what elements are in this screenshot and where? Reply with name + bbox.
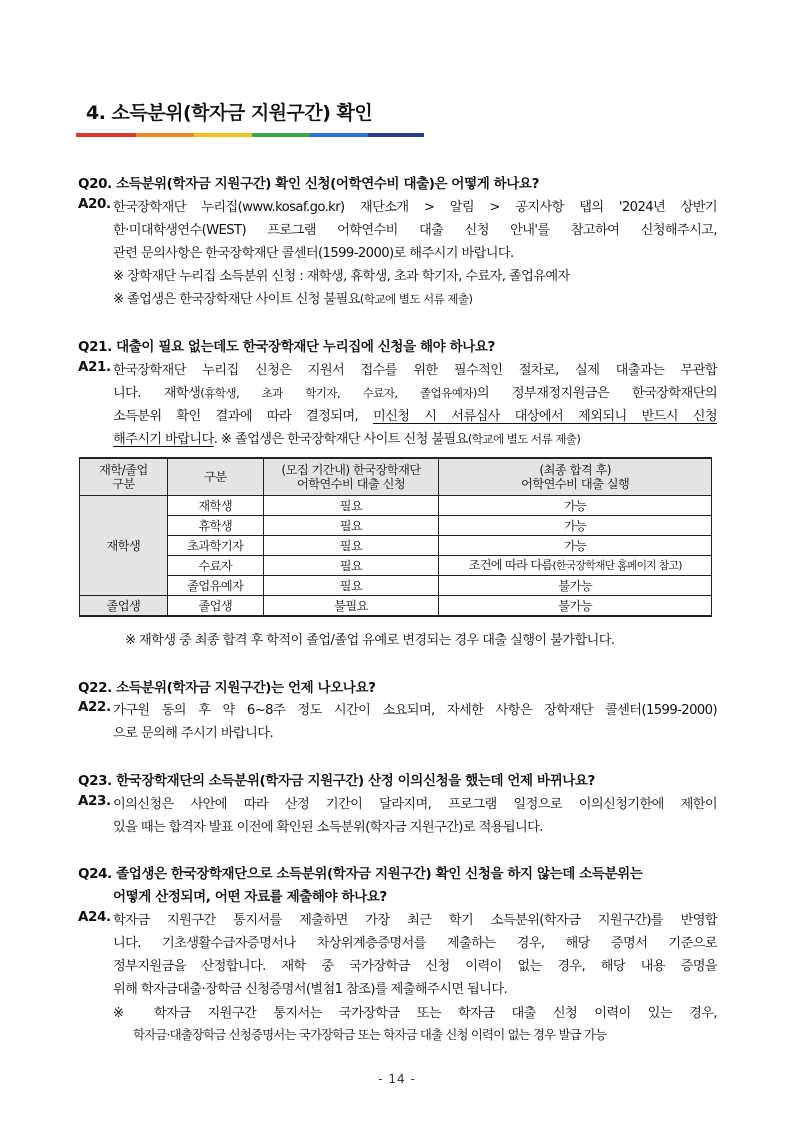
header-cell [439, 458, 712, 496]
underlined-text: 미신청 시 서류심사 대상에서 제외되니 반드시 신청 [372, 409, 717, 424]
answer-line: 이의신청은 사안에 따라 산정 기간이 달라지며, 프로그램 일정으로 이의신청기한에 제한이 [113, 797, 717, 812]
answer-line: 관련 문의사항은 한국장학재단 콜센터(1599-2000)로 해주시기 바랍니다. [113, 246, 514, 261]
color-bar-segment [136, 133, 194, 137]
table-cell: 필요 [263, 496, 439, 516]
answer-line: 학자금 지원구간 통지서를 제출하면 가장 최근 학기 소득분위(학자금 지원구간)를 반영합 [113, 913, 717, 928]
question-text: 졸업생은 한국장학재단으로 소득분위(학자금 지원구간) 확인 신청을 하지 않는데 소득분위는 [116, 866, 643, 882]
answer-line: 정부지원금을 산정합니다. 재학 중 국가장학금 신청 이력이 없는 경우, 해당 내용 증명을 [113, 959, 717, 974]
answer-text: 의 정부재정지원금은 한국장학재단의 [476, 386, 717, 401]
answer-line: 으로 문의해 주시기 바랍니다. [113, 726, 274, 741]
question-text-continued: 어떻게 산정되며, 어떤 자료를 제출해야 하나요? [113, 889, 387, 905]
table-cell: 필요 [263, 536, 439, 556]
question-20 [78, 172, 539, 192]
table-cell: 졸업유예자 [167, 576, 263, 596]
answer-line: 한·미대학생연수(WEST) 프로그램 어학연수비 대출 신청 안내'를 참고하여 신청해주시고, [113, 223, 717, 238]
question-text: 소득분위(학자금 지원구간) 확인 신청(어학연수비 대출)은 어떻게 하나요? [116, 176, 540, 192]
answer-text: . ※ 졸업생은 한국장학재단 사이트 신청 불필요 [213, 432, 468, 447]
table-row [80, 516, 712, 536]
color-bar-segment [252, 133, 310, 137]
table-row [80, 556, 712, 576]
cell-small-text: (한국장학재단 홈페이지 참고) [552, 559, 682, 572]
header-cell [263, 458, 439, 496]
question-label: Q21. [78, 339, 112, 355]
answer-note: 학자금·대출장학금 신청증명서는 국가장학금 또는 학자금 대출 신청 이력이 없는 경우 발급 가능 [133, 1027, 607, 1042]
question-label: Q24. [78, 866, 112, 882]
question-21 [78, 335, 495, 355]
answer-line: 가구원 동의 후 약 6~8주 정도 시간이 소요되며, 자세한 사항은 장학재단 콜센터(1599-2000) [113, 703, 717, 718]
answer-label: A22. [78, 699, 111, 715]
table-cell: 불가능 [439, 576, 712, 596]
answer-text: 소득분위 확인 결과에 따라 결정되며, [113, 409, 373, 424]
header-text: (모집 기간내) 한국장학재단 어학연수비 대출 신청 [281, 463, 421, 491]
table-cell: 졸업생 [167, 596, 263, 617]
table-row [80, 536, 712, 556]
answer-line: 한국장학재단 누리집(www.kosaf.go.kr) 재단소개 > 알림 > 공지사항 탭의 '2024년 상반기 [113, 200, 717, 215]
question-label: Q22. [78, 680, 112, 696]
table-cell: 가능 [439, 516, 712, 536]
page-number: - 14 - [378, 1072, 416, 1086]
answer-note [113, 288, 472, 307]
group-cell: 재학생 [80, 496, 168, 596]
header-text: 재학/졸업 구분 [99, 463, 148, 491]
table-cell: 가능 [439, 536, 712, 556]
answer-label: A21. [78, 359, 111, 375]
color-bar-segment [76, 133, 136, 137]
table-footnote: ※ 재학생 중 최종 합격 후 학적이 졸업/졸업 유예로 변경되는 경우 대출 실행이 불가합니다. [125, 633, 615, 648]
table-row [80, 596, 712, 617]
table-header-row [80, 458, 712, 496]
table-cell: 필요 [263, 556, 439, 576]
question-label: Q23. [78, 773, 112, 789]
color-bar-segment [368, 133, 424, 137]
answer-line: 있을 때는 합격자 발표 이전에 확인된 소득분위(학자금 지원구간)로 적용됩니다. [113, 820, 543, 835]
question-text: 한국장학재단의 소득분위(학자금 지원구간) 산정 이의신청을 했는데 언제 바뀌나요? [116, 773, 595, 789]
underlined-text: 해주시기 바랍니다 [113, 432, 214, 447]
answer-line [113, 382, 717, 401]
table-row [80, 496, 712, 516]
section-title: 4. 소득분위(학자금 지원구간) 확인 [86, 102, 373, 124]
header-cell [80, 458, 168, 496]
table-cell: 필요 [263, 516, 439, 536]
answer-label: A23. [78, 793, 111, 809]
table-cell: 초과학기자 [167, 536, 263, 556]
answer-label: A24. [78, 909, 111, 925]
header-text: (최종 합격 후) 어학연수비 대출 실행 [521, 463, 630, 491]
color-bar-segment [194, 133, 252, 137]
table-cell: 불가능 [439, 596, 712, 617]
note-small-text: (학교에 별도 서류 제출) [359, 292, 473, 306]
group-cell: 졸업생 [80, 596, 168, 617]
cell-text: 조건에 따라 다름 [468, 558, 553, 572]
table-cell: 불필요 [263, 596, 439, 617]
table-cell: 필요 [263, 576, 439, 596]
table-cell: 휴학생 [167, 516, 263, 536]
question-22 [78, 676, 376, 696]
header-text: 구분 [204, 470, 227, 484]
title-color-bar [76, 133, 424, 137]
answer-label: A20. [78, 196, 111, 212]
loan-eligibility-table [79, 457, 712, 617]
answer-small-text: (학교에 별도 서류 제출) [467, 432, 581, 446]
question-label: Q20. [78, 176, 112, 192]
table-cell: 수료자 [167, 556, 263, 576]
answer-small-text: (휴학생, 초과 학기자, 수료자, 졸업유예자) [200, 386, 477, 400]
question-text: 대출이 필요 없는데도 한국장학재단 누리집에 신청을 해야 하나요? [116, 339, 495, 355]
answer-line: 한국장학재단 누리집 신청은 지원서 접수를 위한 필수적인 절차로, 실제 대출과는 무관합 [113, 363, 717, 378]
answer-text: 니다. 재학생 [113, 386, 201, 401]
question-24 [78, 862, 642, 882]
question-23 [78, 769, 595, 789]
answer-note: ※ 장학재단 누리집 소득분위 신청 : 재학생, 휴학생, 초과 학기자, 수료자, 졸업유예자 [113, 269, 570, 284]
table-cell: 가능 [439, 496, 712, 516]
header-cell [167, 458, 263, 496]
answer-line [113, 405, 717, 424]
table-row [80, 576, 712, 596]
table-cell: 재학생 [167, 496, 263, 516]
color-bar-segment [310, 133, 368, 137]
answer-line: 니다. 기초생활수급자증명서나 차상위계층증명서를 제출하는 경우, 해당 증명서 기준으로 [113, 936, 717, 951]
table-cell [439, 556, 712, 576]
answer-line [113, 428, 717, 447]
question-text: 소득분위(학자금 지원구간)는 언제 나오나요? [116, 680, 376, 696]
answer-note: ※ 학자금 지원구간 통지서는 국가장학금 또는 학자금 대출 신청 이력이 있는 경우, [113, 1006, 717, 1021]
note-text: ※ 졸업생은 한국장학재단 사이트 신청 불필요 [113, 292, 360, 307]
answer-line: 위해 학자금대출·장학금 신청증명서(별첨1 참조)를 제출해주시면 됩니다. [113, 982, 508, 997]
